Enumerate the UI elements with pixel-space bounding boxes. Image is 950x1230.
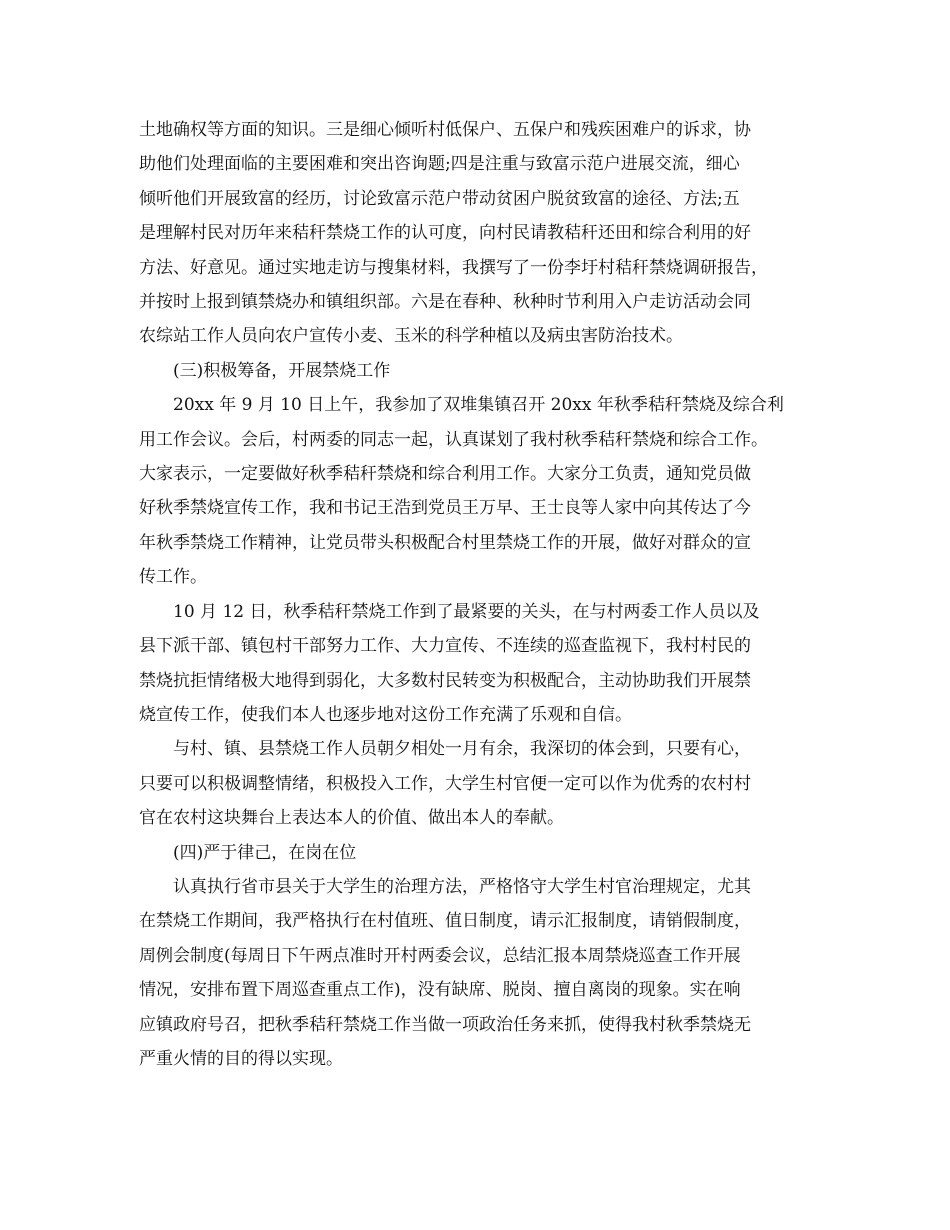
text-line: 倾听他们开展致富的经历，讨论致富示范户带动贫困户脱贫致富的途径、方法;五 xyxy=(139,188,740,209)
text-line: 方法、好意见。通过实地走访与搜集材料，我撰写了一份李圩村秸秆禁烧调研报告， xyxy=(139,257,768,278)
text-line: 年秋季禁烧工作精神，让党员带头积极配合村里禁烧工作的开展，做好对群众的宣 xyxy=(139,532,751,553)
text-line: 县下派干部、镇包村干部努力工作、大力宣传、不连续的巡查监视下，我村村民的 xyxy=(139,636,751,657)
heading-text: (四)严于律己，在岗在位 xyxy=(173,842,357,863)
text-line: 在禁烧工作期间，我严格执行在村值班、值日制度，请示汇报制度，请销假制度， xyxy=(139,911,751,932)
text-line: 官在农村这块舞台上表达本人的价值、做出本人的奉献。 xyxy=(139,808,564,829)
paragraph-reflection xyxy=(139,732,819,835)
paragraph-meeting xyxy=(139,388,819,594)
text-line: 是理解村民对历年来秸秆禁烧工作的认可度，向村民请教秸秆还田和综合利用的好 xyxy=(139,223,751,244)
text-line: 应镇政府号召，把秋季秸秆禁烧工作当做一项政治任务来抓，使得我村秋季禁烧无 xyxy=(139,1014,751,1035)
text-line: 严重火情的目的得以实现。 xyxy=(139,1048,343,1069)
text-line: 10 月 12 日，秋季秸秆禁烧工作到了最紧要的关头，在与村两委工作人员以及 xyxy=(173,601,760,622)
heading-text: (三)积极筹备，开展禁烧工作 xyxy=(173,360,391,381)
text-line: 与村、镇、县禁烧工作人员朝夕相处一月有余，我深切的体会到，只要有心， xyxy=(173,739,751,760)
text-line: 只要可以积极调整情绪，积极投入工作，大学生村官便一定可以作为优秀的农村村 xyxy=(139,773,751,794)
text-line: 传工作。 xyxy=(139,567,207,588)
text-line: 并按时上报到镇禁烧办和镇组织部。六是在春种、秋种时节利用入户走访活动会同 xyxy=(139,292,751,313)
text-line: 禁烧抗拒情绪极大地得到弱化，大多数村民转变为积极配合，主动协助我们开展禁 xyxy=(139,670,751,691)
paragraph-discipline xyxy=(139,870,819,1076)
text-line: 周例会制度(每周日下午两点准时开村两委会议，总结汇报本周禁烧巡查工作开展 xyxy=(139,945,741,966)
section-heading-four xyxy=(139,836,819,870)
text-line: 大家表示，一定要做好秋季秸秆禁烧和综合利用工作。大家分工负责，通知党员做 xyxy=(139,464,751,485)
text-line: 土地确权等方面的知识。三是细心倾听村低保户、五保户和残疾困难户的诉求，协 xyxy=(139,120,751,140)
paragraph-october xyxy=(139,595,819,733)
text-line: 好秋季禁烧宣传工作，我和书记王浩到党员王万早、王士良等人家中向其传达了今 xyxy=(139,498,751,519)
text-line: 烧宣传工作，使我们本人也逐步地对这份工作充满了乐观和自信。 xyxy=(139,704,632,725)
paragraph-continuation xyxy=(139,113,819,354)
section-heading-three xyxy=(139,354,819,388)
text-line: 情况，安排布置下周巡查重点工作)，没有缺席、脱岗、擅自离岗的现象。实在响 xyxy=(139,980,741,1001)
text-line: 助他们处理面临的主要困难和突出咨询题;四是注重与致富示范户进展交流，细心 xyxy=(139,154,740,175)
text-line: 用工作会议。会后，村两委的同志一起，认真谋划了我村秋季秸秆禁烧和综合工作。 xyxy=(139,429,768,450)
text-line: 农综站工作人员向农户宣传小麦、玉米的科学种植以及病虫害防治技术。 xyxy=(139,326,683,347)
document-page xyxy=(139,113,819,1076)
text-line: 20xx 年 9 月 10 日上午，我参加了双堆集镇召开 20xx 年秋季秸秆禁烧及综合利 xyxy=(173,395,784,416)
text-line: 认真执行省市县关于大学生的治理方法，严格恪守大学生村官治理规定，尤其 xyxy=(173,876,751,897)
